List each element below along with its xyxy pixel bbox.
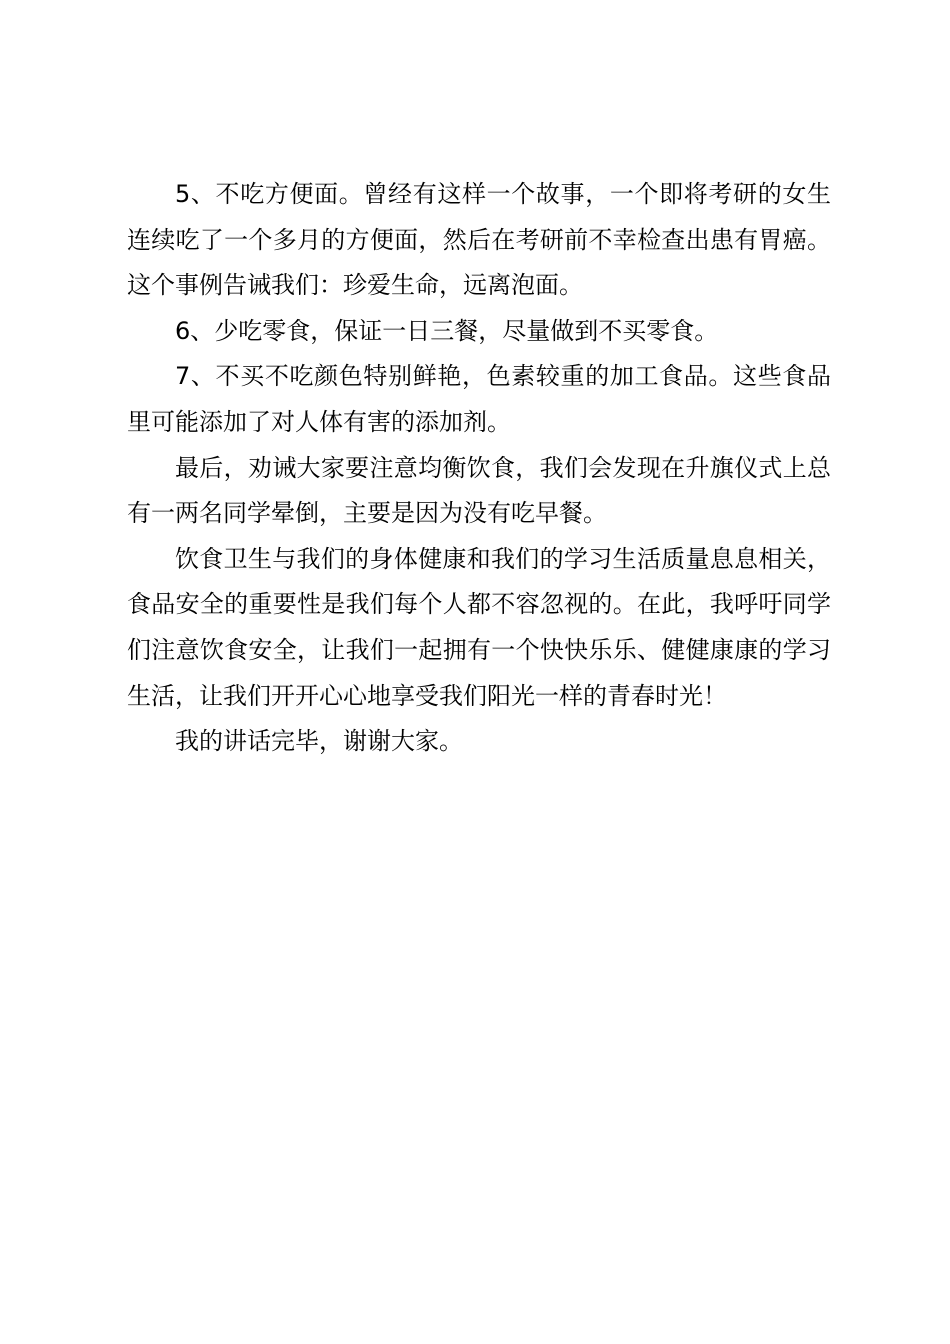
paragraph-balanced-diet: 最后，劝诫大家要注意均衡饮食，我们会发现在升旗仪式上总有一两名同学晕倒，主要是因为没有吃早餐。 [127, 453, 831, 528]
paragraph-instant-noodles: 5、不吃方便面。曾经有这样一个故事，一个即将考研的女生连续吃了一个多月的方便面，然后在考研前不幸检查出患有胃癌。这个事例告诫我们：珍爱生命，远离泡面。 [127, 180, 831, 300]
paragraph-food-safety: 饮食卫生与我们的身体健康和我们的学习生活质量息息相关，食品安全的重要性是我们每个人都不容忽视的。在此，我呼吁同学们注意饮食安全，让我们一起拥有一个快快乐乐、健健康康的学习生活，让我们开开心心地享受我们阳光一样的青春时光！ [127, 544, 831, 710]
document-body [127, 172, 831, 765]
paragraph-closing: 我的讲话完毕，谢谢大家。 [175, 727, 463, 756]
paragraph-colored-foods: 7、不买不吃颜色特别鲜艳，色素较重的加工食品。这些食品里可能添加了对人体有害的添加剂。 [127, 362, 831, 436]
paragraph-snacks: 6、少吃零食，保证一日三餐，尽量做到不买零食。 [175, 316, 719, 345]
